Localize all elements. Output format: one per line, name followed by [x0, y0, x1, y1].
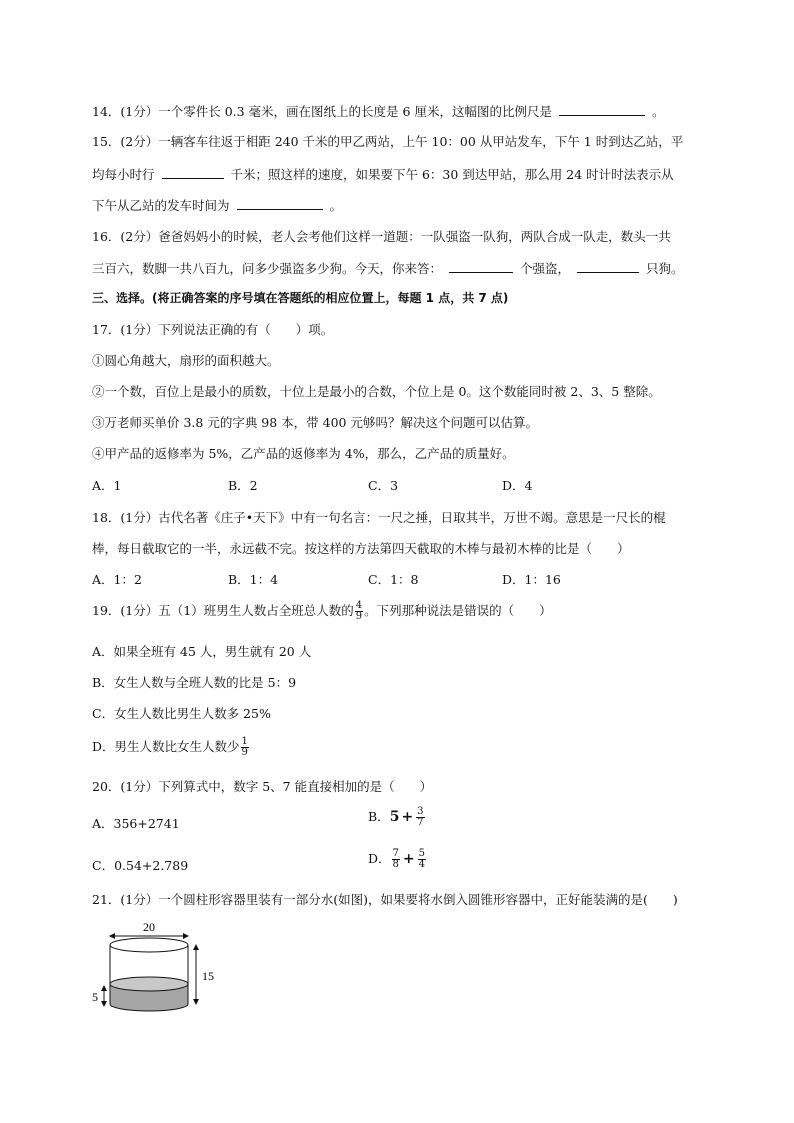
q19-fraction-numerator: 4 — [355, 600, 363, 611]
q19-option-d-fraction — [241, 737, 249, 758]
q16-line2c: 只狗。 — [645, 261, 684, 276]
question-18-line2: 棒，每日截取它的一半，永远截不完。按这样的方法第四天截取的木棒与最初木棒的比是（ ） — [92, 541, 630, 556]
q14-text: 14．(1分）一个零件长 0.3 毫米，画在图纸上的长度是 6 厘米，这幅图的比例尺是 — [92, 104, 552, 119]
q20-option-b-integer: 5 — [389, 809, 400, 825]
q17-option-b[interactable]: B．2 — [228, 478, 258, 493]
q17-statement-2: ②一个数，百位上是最小的质数，十位上是最小的合数，个位上是 0。这个数能同时被 2、3、5 整除。 — [92, 384, 661, 399]
q16-line2a: 三百六，数脚一共八百九，问多少强盗多少狗。今天，你来答： — [92, 261, 443, 276]
q20-option-d-denominator-1: 8 — [392, 859, 399, 870]
q17-option-d[interactable]: D．4 — [502, 478, 533, 493]
q17-statement-1: ①圆心角越大，扇形的面积越大。 — [92, 353, 280, 368]
q14-end: 。 — [651, 104, 665, 119]
question-16-line2 — [92, 259, 683, 278]
q19-option-c[interactable]: C．女生人数比男生人数多 25% — [92, 706, 271, 721]
q19-option-d-numerator: 1 — [241, 736, 248, 747]
q20-option-b-numerator: 3 — [417, 806, 424, 817]
q19-fraction — [355, 601, 363, 622]
q15-time-blank[interactable] — [237, 196, 323, 210]
q21-water-depth-label: 5 — [92, 990, 98, 1004]
q21-diameter-label: 20 — [143, 920, 155, 934]
q16-robbers-blank[interactable] — [449, 259, 513, 273]
q21-cylinder-figure — [88, 916, 228, 1026]
q20-option-b-label: B． — [368, 809, 390, 824]
q20-option-d-label: D． — [368, 851, 391, 866]
q20-option-d-fraction-2 — [418, 849, 426, 870]
q18-option-c[interactable]: C．1：8 — [368, 572, 419, 587]
q18-option-a[interactable]: A．1：2 — [92, 572, 142, 587]
q14-answer-blank[interactable] — [559, 102, 645, 116]
q19-stem-a: 19．(1分）五（1）班男生人数占全班总人数的 — [92, 603, 354, 618]
q21-height-label: 15 — [202, 969, 214, 983]
question-21-stem: 21．(1分）一个圆柱形容器里装有一部分水(如图)，如果要将水倒入圆锥形容器中，正好能装满的是( ) — [92, 892, 678, 907]
q17-statement-4: ④甲产品的返修率为 5%，乙产品的返修率为 4%，那么，乙产品的质量好。 — [92, 446, 515, 461]
q19-option-d-denominator: 9 — [241, 747, 248, 758]
q19-stem-b: 。下列那种说法是错误的（ ） — [364, 603, 552, 618]
q20-option-d[interactable] — [368, 849, 427, 870]
q21-water-surface — [110, 977, 188, 991]
q15-line3b: 。 — [329, 198, 342, 213]
q16-dogs-blank[interactable] — [577, 259, 639, 273]
q16-line2b: 个强盗， — [519, 261, 570, 276]
q18-option-b[interactable]: B．1：4 — [228, 572, 279, 587]
q15-line2a: 均每小时行 — [92, 167, 155, 182]
q19-option-a[interactable]: A．如果全班有 45 人，男生就有 20 人 — [92, 644, 312, 659]
q20-option-b[interactable] — [368, 807, 426, 828]
q15-line3a: 下午从乙站的发车时间为 — [92, 198, 230, 213]
q17-option-c[interactable]: C．3 — [368, 478, 399, 493]
q17-statement-3: ③万老师买单价 3.8 元的字典 98 本，带 400 元够吗？解决这个问题可以估算。 — [92, 415, 538, 430]
q19-option-d[interactable] — [92, 737, 250, 758]
q20-option-d-plus: + — [402, 851, 415, 867]
question-20-stem: 20．(1分）下列算式中，数字 5、7 能直接相加的是（ ） — [92, 779, 433, 794]
q17-option-a[interactable]: A．1 — [92, 478, 122, 493]
q20-option-d-denominator-2: 4 — [418, 859, 426, 870]
q20-option-b-plus: + — [401, 809, 414, 825]
q19-fraction-denominator: 9 — [355, 611, 363, 622]
question-15-line1: 15．(2分）一辆客车往返于相距 240 千米的甲乙两站，上午 10：00 从甲站发车，下午 1 时到达乙站，平 — [92, 134, 684, 149]
question-19-stem — [92, 601, 552, 622]
q15-line2b: 千米；照这样的速度，如果要下午 6：30 到达甲站，那么用 24 时计时法表示从 — [230, 167, 674, 182]
question-16-line1: 16．(2分）爸爸妈妈小的时候，老人会考他们这样一道题：一队强盗一队狗，两队合成一队走，数头一共 — [92, 229, 671, 244]
q18-option-d[interactable]: D．1：16 — [502, 572, 561, 587]
question-17-stem: 17．(1分）下列说法正确的有（ ）项。 — [92, 322, 334, 337]
question-14 — [92, 102, 664, 121]
q20-option-b-fraction — [416, 807, 424, 828]
question-18-line1: 18．(1分）古代名著《庄子•天下》中有一句名言：一尺之捶，日取其半，万世不竭。意思是一尺长的棍 — [92, 510, 666, 525]
question-15-line2 — [92, 165, 674, 184]
section-3-heading: 三、选择。(将正确答案的序号填在答题纸的相应位置上，每题 1 点，共 7 点) — [92, 291, 509, 305]
q19-option-d-text: D．男生人数比女生人数少 — [92, 739, 240, 754]
q20-option-a[interactable]: A．356+2741 — [92, 816, 180, 831]
q20-option-d-fraction-1 — [392, 849, 400, 870]
q21-cylinder-top — [110, 938, 188, 952]
question-15-line3 — [92, 196, 342, 215]
q19-option-b[interactable]: B．女生人数与全班人数的比是 5：9 — [92, 675, 297, 690]
q20-option-b-denominator: 7 — [417, 817, 424, 828]
q20-option-d-numerator-2: 5 — [418, 848, 426, 859]
q15-speed-blank[interactable] — [162, 165, 224, 179]
q20-option-c[interactable]: C．0.54+2.789 — [92, 858, 189, 873]
q20-option-d-numerator-1: 7 — [392, 848, 399, 859]
